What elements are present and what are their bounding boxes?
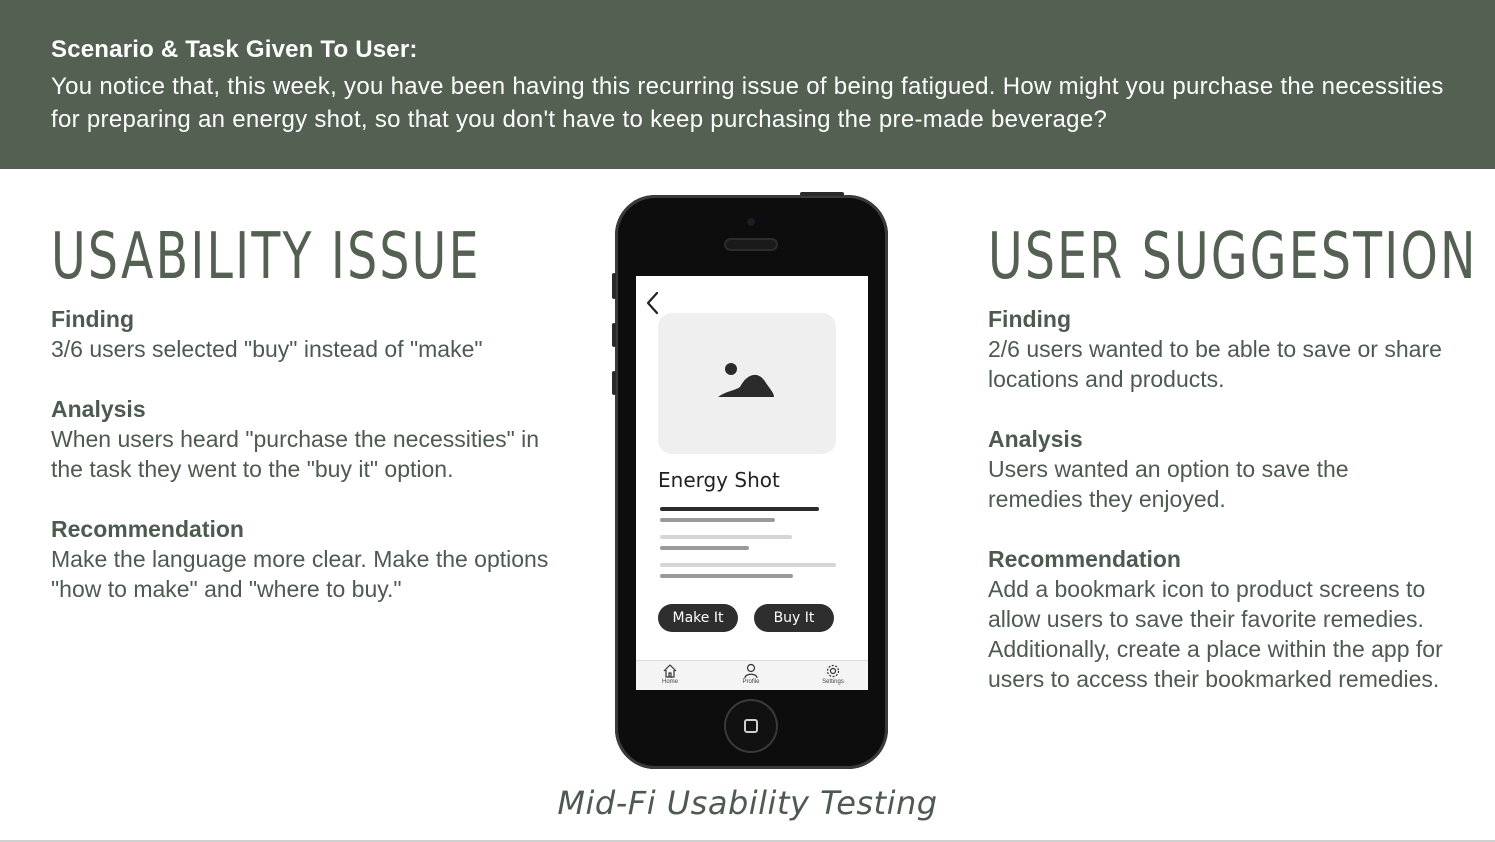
- user-suggestion-heading: USER SUGGESTION: [988, 220, 1478, 294]
- description-line: [660, 546, 749, 550]
- tab-home[interactable]: [650, 663, 690, 686]
- tab-bar: [636, 660, 868, 690]
- image-placeholder-icon: [716, 361, 776, 401]
- make-it-button[interactable]: Make It: [658, 604, 738, 632]
- usability-issue-column: [51, 220, 551, 634]
- phone-power-button: [800, 192, 844, 196]
- phone-mockup: [615, 195, 888, 769]
- issue-analysis-body: When users heard "purchase the necessities" in the task they went to the "buy it" option.: [51, 426, 540, 482]
- description-line: [660, 535, 792, 539]
- phone-volume-down: [612, 371, 616, 395]
- scenario-text: You notice that, this week, you have been having this recurring issue of being fatigued. How might you purchase the necessities for preparing an energy shot, so that you don't have to keep purchasing the pre-made beverage?: [51, 73, 1444, 133]
- back-arrow-icon[interactable]: [644, 290, 662, 316]
- suggestion-finding-title: Finding: [988, 306, 1072, 332]
- description-line: [660, 518, 775, 522]
- suggestion-recommendation-body: Add a bookmark icon to product screens to allow users to save their favorite remedies. Additionally, create a place within the app for users to access their bookmarked remedies.: [988, 576, 1443, 692]
- gear-icon: [825, 663, 841, 679]
- tab-profile[interactable]: [731, 663, 771, 686]
- phone-home-button: [726, 701, 776, 751]
- description-line: [660, 563, 836, 567]
- profile-icon: [743, 663, 759, 679]
- tab-profile-label: Profile: [742, 679, 760, 685]
- phone-camera: [747, 218, 755, 226]
- description-line: [660, 574, 793, 578]
- issue-recommendation-title: Recommendation: [51, 516, 244, 542]
- suggestion-analysis-body: Users wanted an option to save the remedies they enjoyed.: [988, 456, 1349, 512]
- phone-screen: [636, 276, 868, 690]
- product-image-placeholder: [658, 313, 836, 454]
- issue-finding-body: 3/6 users selected "buy" instead of "make": [51, 336, 483, 362]
- issue-analysis-title: Analysis: [51, 396, 146, 422]
- product-name: Energy Shot: [658, 468, 780, 492]
- buy-it-button[interactable]: Buy It: [754, 604, 834, 632]
- phone-volume-up: [612, 323, 616, 347]
- suggestion-analysis-title: Analysis: [988, 426, 1083, 452]
- home-icon: [662, 663, 678, 679]
- phone-speaker: [726, 240, 776, 249]
- usability-issue-heading: USABILITY ISSUE: [51, 220, 481, 294]
- suggestion-finding-body: 2/6 users wanted to be able to save or share locations and products.: [988, 336, 1442, 392]
- issue-finding-title: Finding: [51, 306, 135, 332]
- tab-settings[interactable]: [813, 663, 853, 686]
- phone-mute-switch: [612, 273, 616, 299]
- tab-home-label: Home: [661, 679, 678, 685]
- description-line: [660, 507, 819, 511]
- scenario-title: Scenario & Task Given To User:: [51, 36, 418, 63]
- suggestion-recommendation-title: Recommendation: [988, 546, 1181, 572]
- tab-settings-label: Settings: [822, 679, 844, 685]
- issue-recommendation-body: Make the language more clear. Make the options "how to make" and "where to buy.": [51, 546, 549, 602]
- scenario-banner: [0, 0, 1495, 169]
- home-square-icon: [744, 719, 758, 733]
- slide-caption: Mid-Fi Usability Testing: [557, 784, 938, 822]
- user-suggestion-column: [988, 220, 1478, 724]
